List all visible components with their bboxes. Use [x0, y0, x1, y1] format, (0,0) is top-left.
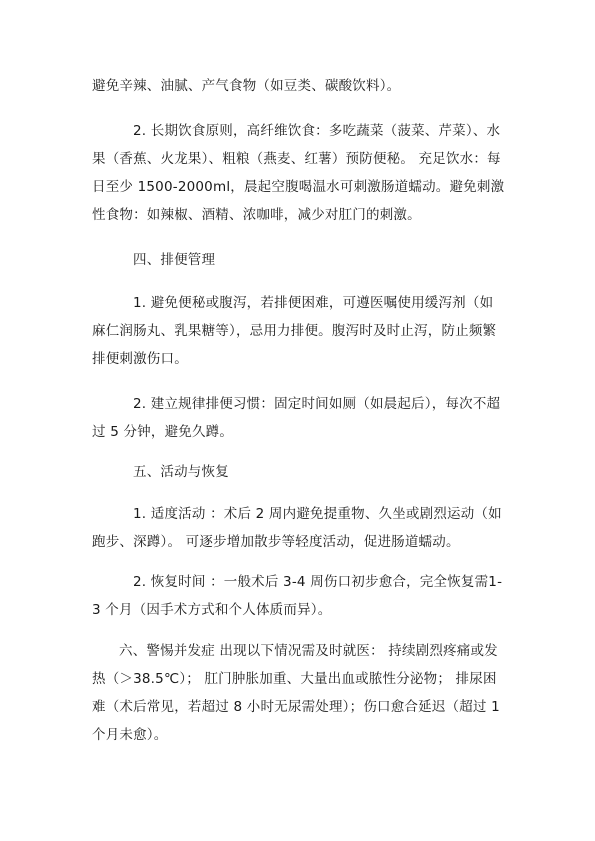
paragraph-moderate-activity: 1. 适度活动 ：术后 2 周内避免提重物、久坐或剧烈运动（如跑步、深蹲）。 可逐步增加散步等轻度活动，促进肠道蠕动。	[92, 506, 502, 550]
paragraph-diet-avoid: 避免辛辣、油腻、产气食物（如豆类、碳酸饮料）。	[92, 78, 401, 94]
section-heading-bowel-management: 四、排便管理	[133, 252, 216, 268]
paragraph-avoid-constipation: 1. 避免便秘或腹泻，若排便困难，可遵医嘱使用缓泻剂（如麻仁润肠丸、乳果糖等），忌用力排便。腹泻时及时止泻，防止频繁排便刺激伤口。	[92, 295, 497, 367]
paragraph-recovery-time: 2. 恢复时间 ：一般术后 3-4 周伤口初步愈合，完全恢复需1-3 个月（因手术方式和个人体质而异）。	[92, 574, 503, 618]
paragraph-regular-habits: 2. 建立规律排便习惯：固定时间如厕（如晨起后），每次不超过 5 分钟，避免久蹲。	[92, 396, 501, 440]
paragraph-long-term-diet: 2. 长期饮食原则，高纤维饮食：多吃蔬菜（菠菜、芹菜）、水果（香蕉、火龙果）、粗粮（燕麦、红薯）预防便秘。 充足饮水：每日至少 1500-2000ml，晨起空腹喝温水可刺激肠道蠕动。避免刺激性食物：如辣椒、酒精、浓咖啡，减少对肛门的刺激。	[92, 123, 505, 223]
paragraph-complications-warning: 六、警惕并发症 出现以下情况需及时就医： 持续剧烈疼痛或发热（＞38.5℃）； 肛门肿胀加重、大量出血或脓性分泌物； 排尿困难（术后常见，若超过 8 小时无尿需处理）；伤口愈合延迟（超过 1 个月未愈）。	[92, 643, 500, 743]
section-heading-activity-recovery: 五、活动与恢复	[133, 464, 229, 480]
